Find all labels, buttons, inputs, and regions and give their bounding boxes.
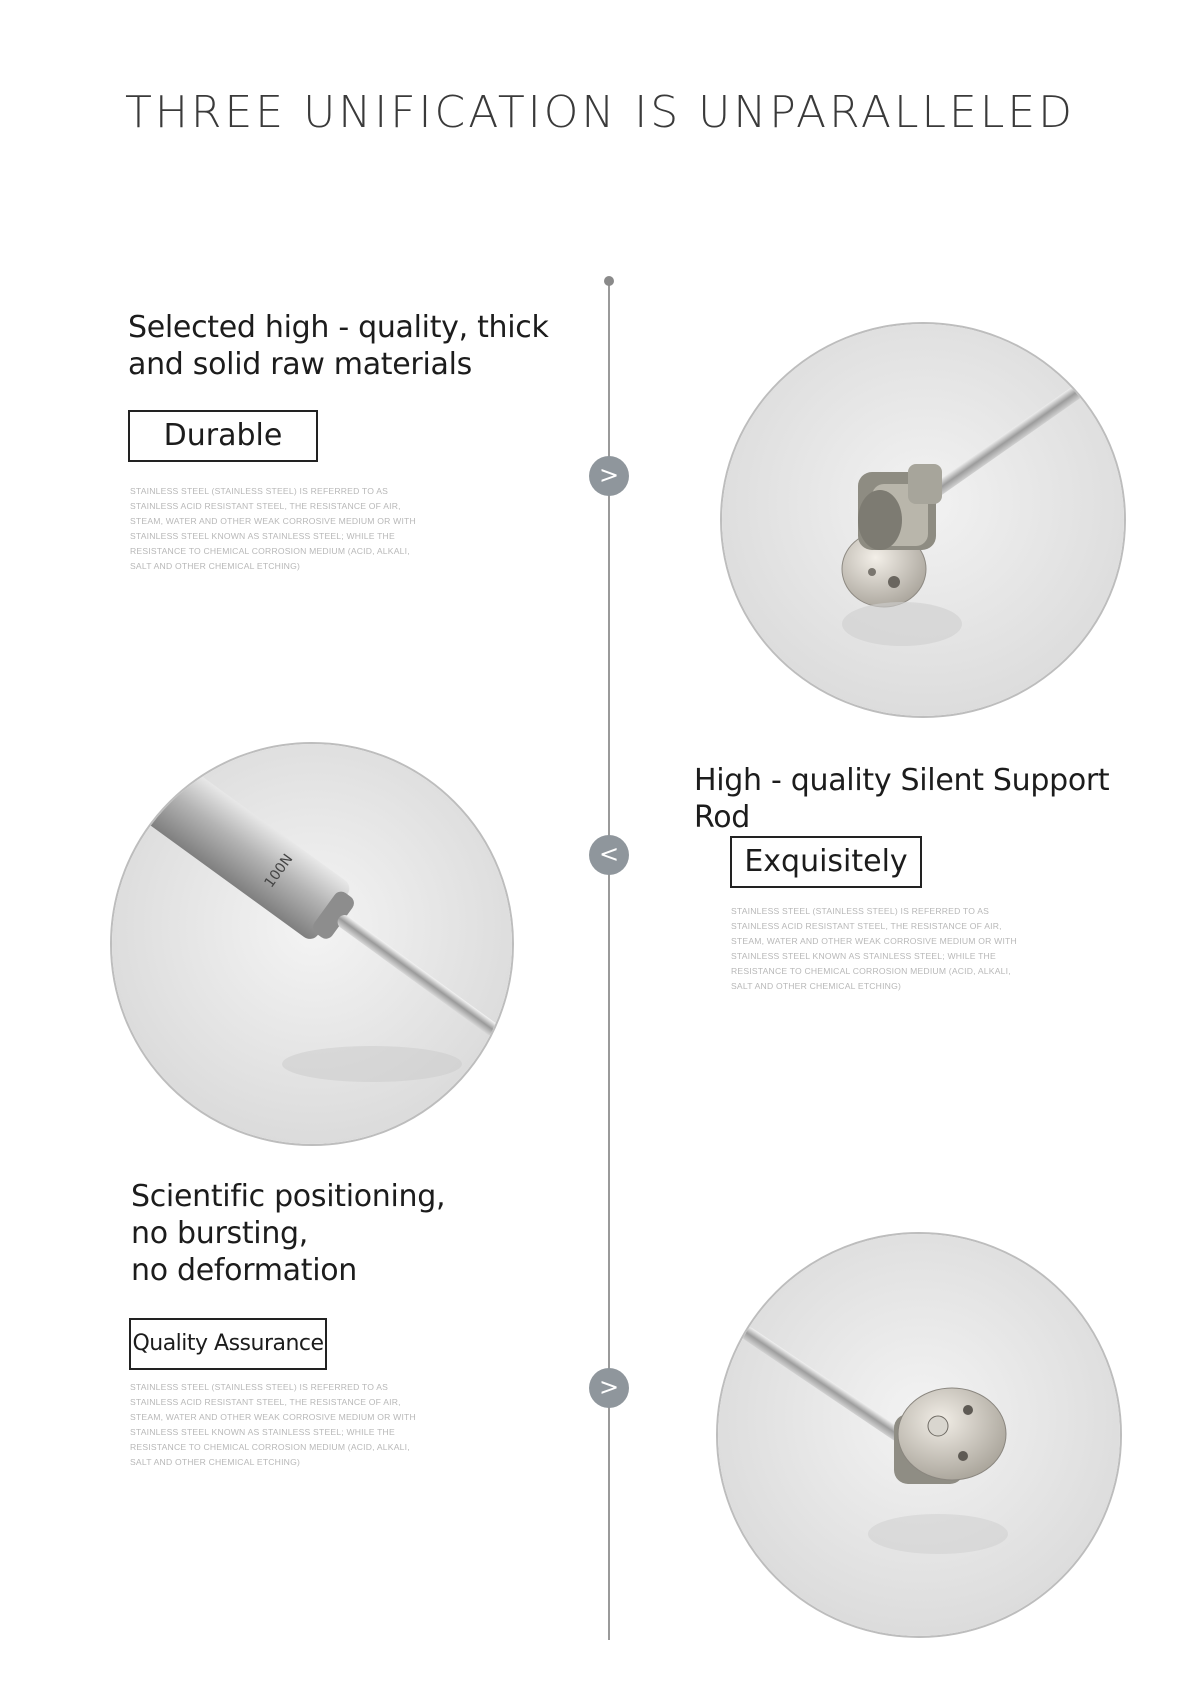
chevron-left-icon: < (589, 835, 629, 875)
feature-heading: High - quality Silent Support Rod (694, 763, 1110, 835)
feature-heading: Selected high - quality, thick and solid raw materials (128, 310, 549, 382)
chevron-right-icon: > (589, 456, 629, 496)
chevron-right-icon: > (589, 1368, 629, 1408)
feature-heading: Scientific positioning, no bursting, no deformation (131, 1179, 446, 1288)
product-photo-cylinder-rod (110, 742, 514, 1146)
gas-spring-cylinder-image (112, 744, 514, 1146)
cylinder-force-label: 100N (261, 851, 297, 891)
product-photo-plate-mount (716, 1232, 1122, 1638)
feature-badge: Quality Assurance (129, 1318, 327, 1370)
feature-description: STAINLESS STEEL (STAINLESS STEEL) IS REFERRED TO AS STAINLESS ACID RESISTANT STEEL, THE RESISTANCE OF AIR, STEAM, WATER AND OTHER WEAK CORROSIVE MEDIUM OR WITH STAINLESS STEEL KNOWN AS STAINLESS STEEL; WHILE THE RESISTANCE TO CHEMICAL CORROSION MEDIUM (ACID, ALKALI, SALT AND OTHER CHEMICAL ETCHING) (130, 1382, 416, 1467)
gas-spring-bracket-image (722, 324, 1126, 718)
feature-description: STAINLESS STEEL (STAINLESS STEEL) IS REFERRED TO AS STAINLESS ACID RESISTANT STEEL, THE RESISTANCE OF AIR, STEAM, WATER AND OTHER WEAK CORROSIVE MEDIUM OR WITH STAINLESS STEEL KNOWN AS STAINLESS STEEL; WHILE THE RESISTANCE TO CHEMICAL CORROSION MEDIUM (ACID, ALKALI, SALT AND OTHER CHEMICAL ETCHING) (731, 906, 1017, 991)
gas-spring-plate-image (718, 1234, 1122, 1638)
feature-badge: Durable (128, 410, 318, 462)
product-photo-bracket-mount (720, 322, 1126, 718)
feature-description: STAINLESS STEEL (STAINLESS STEEL) IS REFERRED TO AS STAINLESS ACID RESISTANT STEEL, THE RESISTANCE OF AIR, STEAM, WATER AND OTHER WEAK CORROSIVE MEDIUM OR WITH STAINLESS STEEL KNOWN AS STAINLESS STEEL; WHILE THE RESISTANCE TO CHEMICAL CORROSION MEDIUM (ACID, ALKALI, SALT AND OTHER CHEMICAL ETCHING) (130, 486, 416, 571)
page-title: THREE UNIFICATION IS UNPARALLELED (124, 87, 1076, 139)
timeline-start-dot (604, 276, 614, 286)
feature-badge: Exquisitely (730, 836, 922, 888)
